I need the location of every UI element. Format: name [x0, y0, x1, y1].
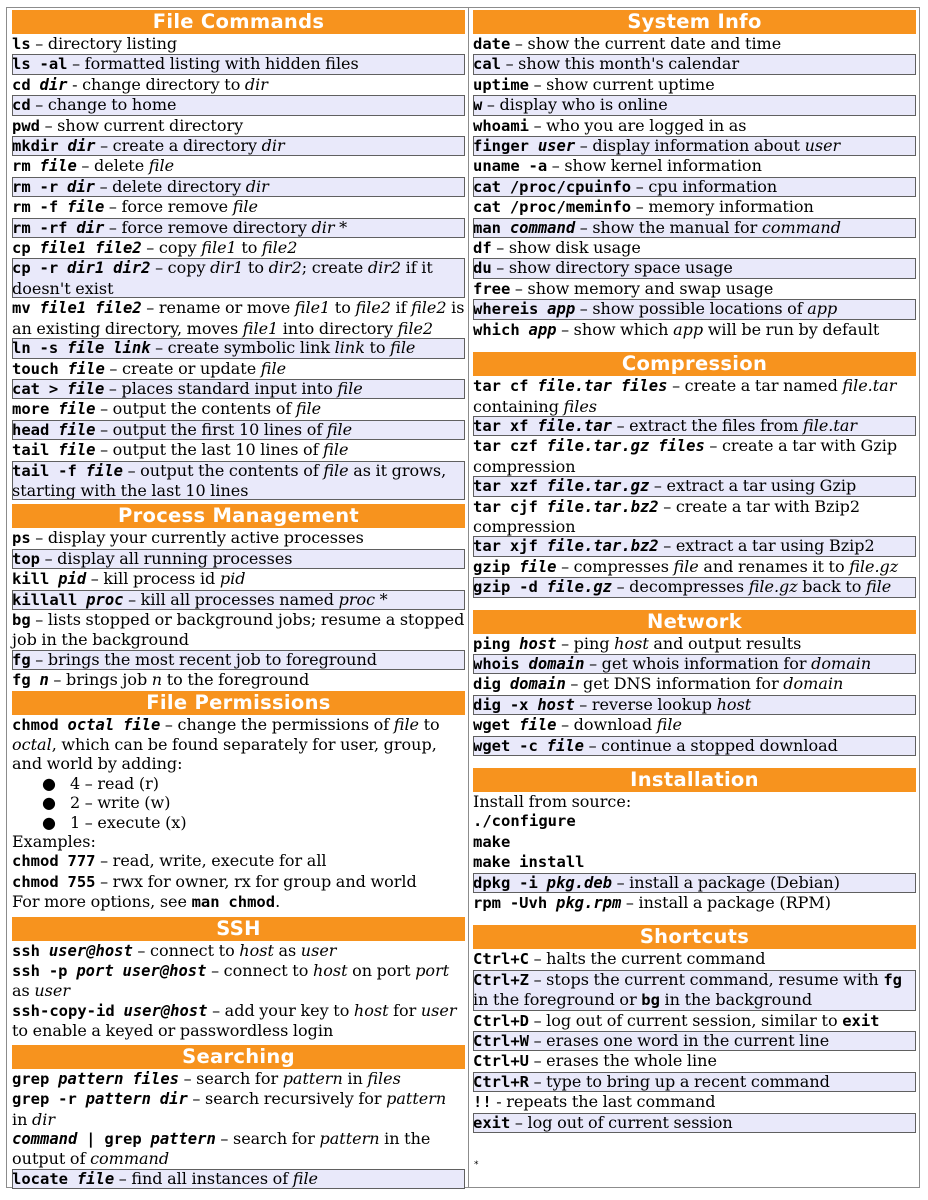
list-item: du – show directory space usage	[473, 258, 916, 278]
list-item: command | grep pattern – search for pattern in the output of command	[12, 1128, 431, 1169]
list-item: tar xf file.tar – extract the files from file.tar	[473, 416, 916, 436]
list-item: ssh user@host – connect to host as user	[12, 940, 337, 960]
list-item: top – display all running processes	[12, 549, 465, 569]
list-item: rm -rf dir – force remove directory dir *	[12, 218, 465, 238]
list-item: tar cjf file.tar.bz2 – create a tar with Bzip2 compression	[473, 496, 861, 536]
list-item: w – display who is online	[473, 95, 916, 115]
list-item: ls -al – formatted listing with hidden files	[12, 54, 465, 74]
examples-label: Examples:	[12, 832, 96, 852]
process-management-section	[12, 504, 465, 690]
list-item: Ctrl+R – type to bring up a recent command	[473, 1072, 916, 1092]
right-column	[473, 10, 916, 1133]
list-item: ps – display your currently active processes	[12, 528, 364, 548]
list-item: more file – output the contents of file	[12, 399, 322, 419]
compression-section	[473, 352, 916, 597]
list-item: Ctrl+W – erases one word in the current line	[473, 1031, 916, 1051]
list-item: ls – directory listing	[12, 34, 178, 53]
list-item: cp -r dir1 dir2 – copy dir1 to dir2; create dir2 if it doesn't exist	[12, 258, 465, 298]
list-item: tar cf file.tar files – create a tar named file.tar containing files	[473, 376, 897, 416]
section-title: SSH	[12, 917, 465, 941]
ssh-section	[12, 917, 465, 1041]
network-section	[473, 610, 916, 756]
list-item: exit – log out of current session	[473, 1113, 916, 1133]
list-item: chmod octal file – change the permissions of file to octal, which can be found separately for user, group, and world by adding:	[12, 714, 440, 774]
list-item: kill pid – kill process id pid	[12, 569, 246, 589]
list-item: ssh-copy-id user@host – add your key to host for user to enable a keyed or passwordless login	[12, 1000, 457, 1041]
list-item: bg – lists stopped or background jobs; resume a stopped job in the background	[12, 609, 465, 650]
list-item: wget -c file – continue a stopped download	[473, 736, 916, 756]
list-item: whoami – who you are logged in as	[473, 115, 747, 135]
bullet-item: ● 2 – write (w)	[42, 793, 171, 813]
list-item: date – show the current date and time	[473, 34, 782, 53]
list-item: Ctrl+U – erases the whole line	[473, 1051, 717, 1071]
installation-section	[473, 768, 916, 913]
section-title: Network	[473, 610, 916, 634]
list-item: fg – brings the most recent job to foreground	[12, 650, 465, 670]
list-item: df – show disk usage	[473, 238, 641, 258]
list-item: locate file – find all instances of file	[12, 1169, 465, 1189]
list-item: tail file – output the last 10 lines of file	[12, 440, 349, 460]
section-title: Searching	[12, 1045, 465, 1069]
section-title: Compression	[473, 352, 916, 376]
list-item: !! - repeats the last command	[473, 1092, 716, 1112]
system-info-section	[473, 10, 916, 340]
list-item: mkdir dir – create a directory dir	[12, 136, 465, 156]
list-item: make	[473, 832, 511, 851]
list-item: tail -f file – output the contents of file as it grows, starting with the last 10 lines	[12, 461, 465, 501]
searching-section	[12, 1045, 465, 1189]
bullet-item: ● 4 – read (r)	[42, 773, 159, 793]
list-item: tar xzf file.tar.gz – extract a tar using Gzip	[473, 476, 916, 496]
list-item: touch file – create or update file	[12, 358, 287, 378]
list-item: tar xjf file.tar.bz2 – extract a tar using Bzip2	[473, 536, 916, 556]
list-item: free – show memory and swap usage	[473, 278, 774, 298]
list-item: Ctrl+C – halts the current command	[473, 949, 766, 969]
list-item: rm file – delete file	[12, 156, 175, 176]
file-commands-section	[12, 10, 465, 500]
section-title: File Commands	[12, 10, 465, 34]
list-item: whereis app – show possible locations of app	[473, 299, 916, 319]
section-title: File Permissions	[12, 691, 465, 715]
list-item: uname -a – show kernel information	[473, 156, 762, 176]
list-item: wget file – download file	[473, 715, 682, 735]
list-item: chmod 777 – read, write, execute for all	[12, 851, 327, 871]
shortcuts-section	[473, 925, 916, 1133]
list-item: head file – output the first 10 lines of file	[12, 420, 465, 440]
list-item: cat /proc/meminfo – memory information	[473, 197, 814, 217]
list-item: cal – show this month's calendar	[473, 54, 916, 74]
list-item: which app – show which app will be run by default	[473, 319, 880, 339]
list-item: ln -s file link – create symbolic link link to file	[12, 338, 465, 358]
list-item: Ctrl+D – log out of current session, similar to exit	[473, 1010, 880, 1030]
list-item: mv file1 file2 – rename or move file1 to file2 if file2 is an existing directory, moves file1 into directory file2	[12, 298, 465, 338]
section-title: Installation	[473, 768, 916, 792]
bullet-item: ● 1 – execute (x)	[42, 812, 187, 832]
section-title: Shortcuts	[473, 925, 916, 949]
list-item: whois domain – get whois information for domain	[473, 654, 916, 674]
file-permissions-section	[12, 691, 465, 913]
list-item: ping host – ping host and output results	[473, 633, 802, 653]
footer-mark: *	[474, 1160, 479, 1170]
list-item: grep pattern files – search for pattern in files	[12, 1068, 401, 1088]
list-item: rpm -Uvh pkg.rpm – install a package (RPM)	[473, 893, 831, 913]
install-intro: Install from source:	[473, 792, 632, 811]
list-item: rm -r dir – delete directory dir	[12, 177, 465, 197]
section-title: Process Management	[12, 504, 465, 528]
list-item: cat > file – places standard input into file	[12, 379, 465, 399]
list-item: gzip -d file.gz – decompresses file.gz back to file	[473, 577, 916, 597]
list-item: grep -r pattern dir – search recursively for pattern in dir	[12, 1089, 447, 1129]
list-item: dig domain – get DNS information for domain	[473, 674, 844, 694]
list-item: cd dir - change directory to dir	[12, 74, 268, 94]
list-item: chmod 755 – rwx for owner, rx for group and world	[12, 871, 417, 891]
list-item: tar czf file.tar.gz files – create a tar with Gzip compression	[473, 436, 898, 476]
left-column	[12, 10, 465, 1189]
list-item: pwd – show current directory	[12, 115, 244, 135]
list-item: ssh -p port user@host – connect to host on port port as user	[12, 961, 450, 1001]
list-item: For more options, see man chmod.	[12, 892, 281, 912]
list-item: dpkg -i pkg.deb – install a package (Debian)	[473, 873, 916, 893]
list-item: finger user – display information about user	[473, 136, 916, 156]
list-item: rm -f file – force remove file	[12, 197, 258, 217]
list-item: gzip file – compresses file and renames it to file.gz	[473, 556, 899, 576]
list-item: man command – show the manual for command	[473, 218, 916, 238]
list-item: cat /proc/cpuinfo – cpu information	[473, 177, 916, 197]
list-item: dig -x host – reverse lookup host	[473, 695, 916, 715]
section-title: System Info	[473, 10, 916, 34]
list-item: Ctrl+Z – stops the current command, resume with fg in the foreground or bg in the background	[473, 970, 916, 1011]
list-item: killall proc – kill all processes named proc *	[12, 590, 465, 610]
list-item: uptime – show current uptime	[473, 74, 715, 94]
list-item: cp file1 file2 – copy file1 to file2	[12, 238, 298, 258]
list-item: make install	[473, 853, 585, 872]
column-divider	[468, 7, 469, 1188]
list-item: cd – change to home	[12, 95, 465, 115]
list-item: fg n – brings job n to the foreground	[12, 670, 310, 690]
list-item: ./configure	[473, 812, 576, 831]
